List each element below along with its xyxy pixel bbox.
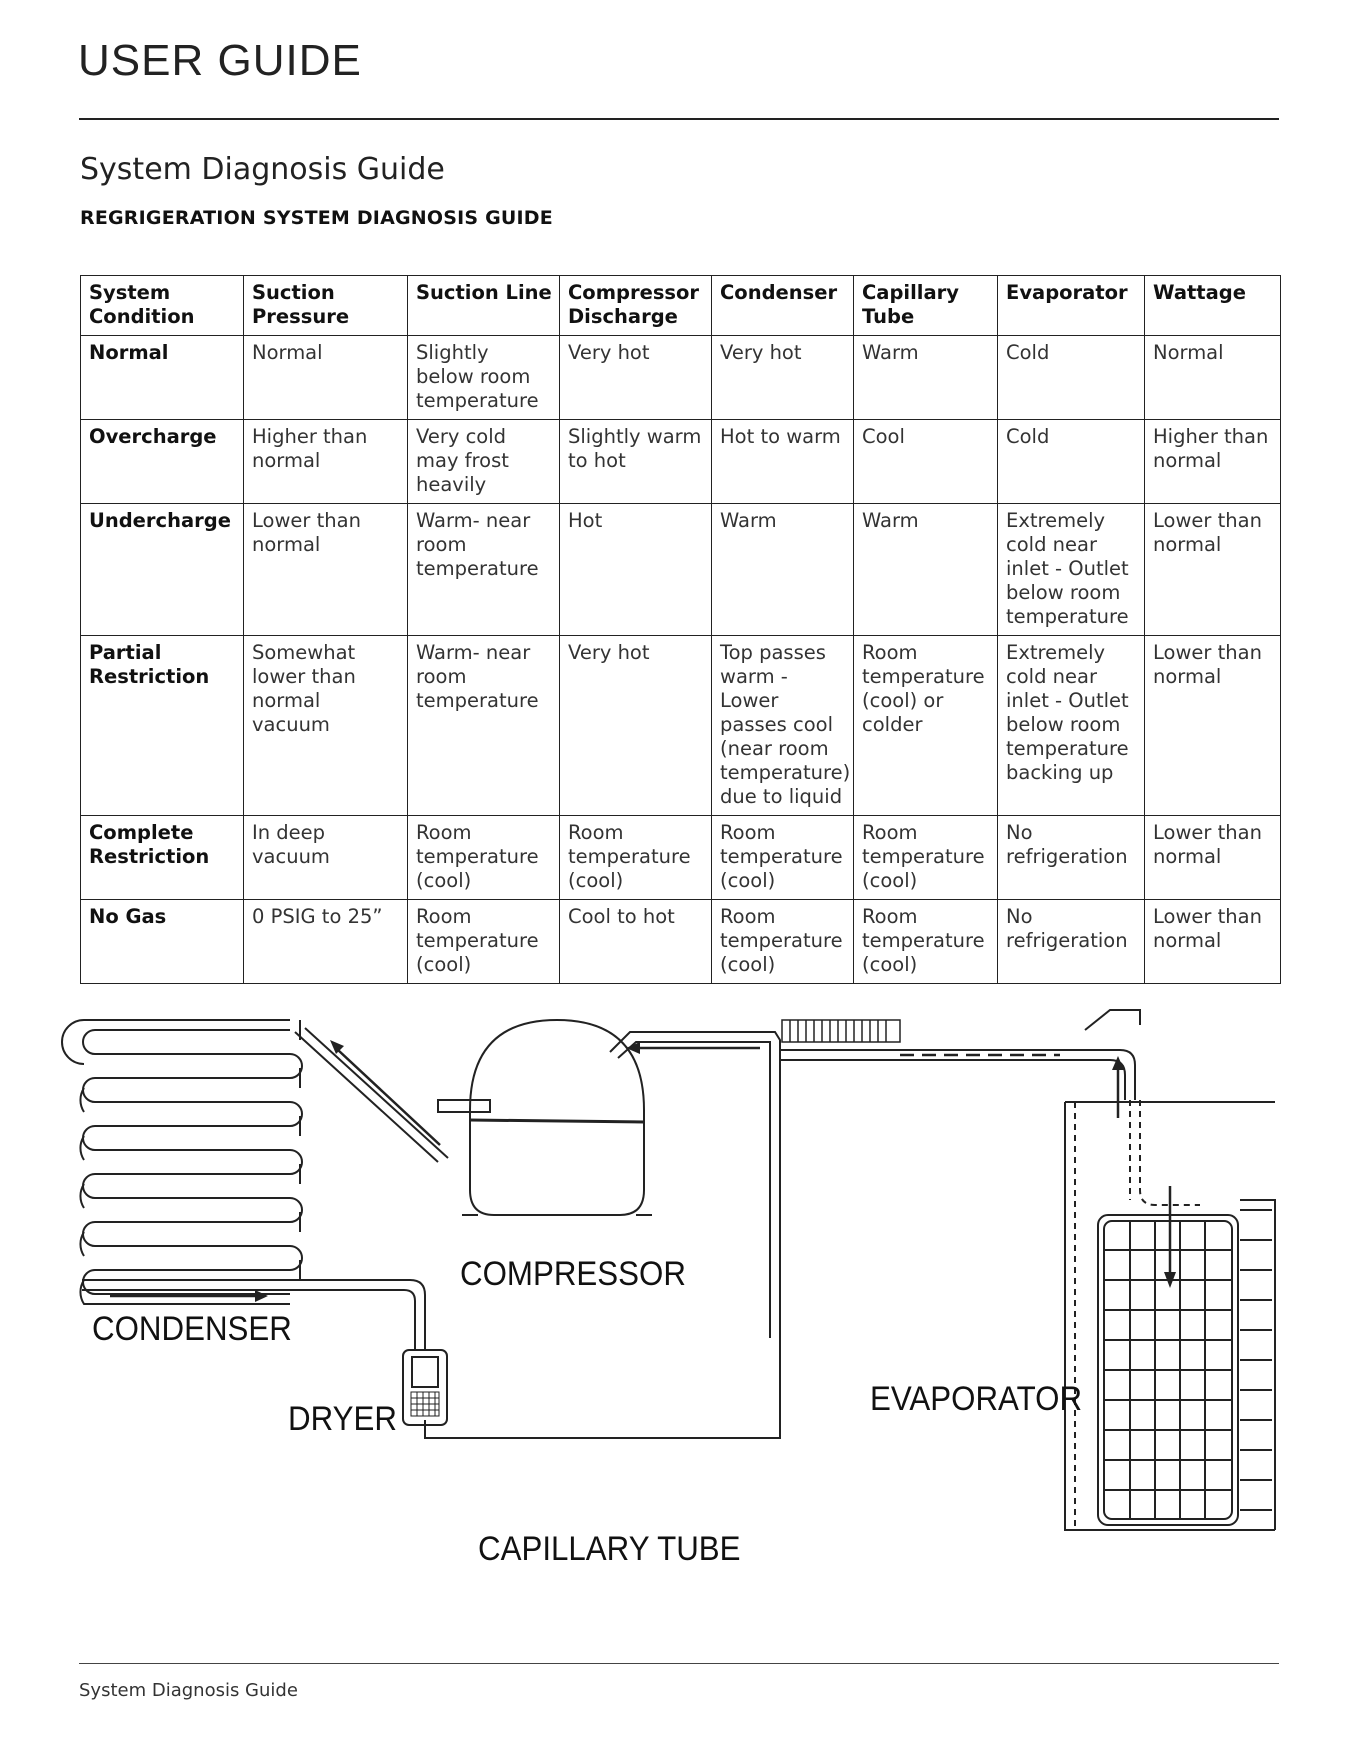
table-cell: Room temperature (cool) bbox=[854, 816, 998, 900]
column-header: Suction Line bbox=[408, 276, 560, 336]
table-cell: Extremely cold near inlet - Outlet below room temperature bbox=[998, 504, 1145, 636]
table-cell: Lower than normal bbox=[1145, 504, 1281, 636]
table-cell: Somewhat lower than normal vacuum bbox=[244, 636, 408, 816]
column-header: Capillary Tube bbox=[854, 276, 998, 336]
table-cell: Very hot bbox=[712, 336, 854, 420]
column-header: Evaporator bbox=[998, 276, 1145, 336]
header-title: USER GUIDE bbox=[78, 36, 362, 85]
table-cell: Top passes warm - Lower passes cool (near room temperature) due to liquid bbox=[712, 636, 854, 816]
table-cell: Room temperature (cool) bbox=[712, 900, 854, 984]
column-header: Compressor Discharge bbox=[560, 276, 712, 336]
footer-text: System Diagnosis Guide bbox=[79, 1680, 298, 1701]
table-cell: Lower than normal bbox=[1145, 816, 1281, 900]
table-cell: Higher than normal bbox=[244, 420, 408, 504]
table-cell: Complete Restriction bbox=[81, 816, 244, 900]
table-cell: 0 PSIG to 25” bbox=[244, 900, 408, 984]
table-cell: Warm- near room temperature bbox=[408, 636, 560, 816]
header-divider bbox=[79, 118, 1279, 120]
table-row bbox=[81, 336, 1281, 420]
condenser-label: CONDENSER bbox=[92, 1310, 292, 1348]
table-row bbox=[81, 504, 1281, 636]
table-row bbox=[81, 636, 1281, 816]
evaporator-label: EVAPORATOR bbox=[870, 1380, 1083, 1418]
table-row bbox=[81, 816, 1281, 900]
table-cell: Cool to hot bbox=[560, 900, 712, 984]
table-cell: Cool bbox=[854, 420, 998, 504]
table-cell: Warm bbox=[712, 504, 854, 636]
table-cell: Normal bbox=[244, 336, 408, 420]
condenser-inlet-line bbox=[295, 1032, 438, 1162]
column-header: System Condition bbox=[81, 276, 244, 336]
table-cell: Cold bbox=[998, 336, 1145, 420]
table-cell: Overcharge bbox=[81, 420, 244, 504]
table-cell: Undercharge bbox=[81, 504, 244, 636]
table-cell: No refrigeration bbox=[998, 816, 1145, 900]
table-cell: Slightly below room temperature bbox=[408, 336, 560, 420]
footer-divider bbox=[79, 1663, 1279, 1664]
table-cell: Slightly warm to hot bbox=[560, 420, 712, 504]
table-cell: Cold bbox=[998, 420, 1145, 504]
table-cell: Higher than normal bbox=[1145, 420, 1281, 504]
table-cell: Very hot bbox=[560, 636, 712, 816]
section-title: System Diagnosis Guide bbox=[80, 152, 445, 187]
table-row bbox=[81, 420, 1281, 504]
table-cell: Normal bbox=[81, 336, 244, 420]
section-subtitle: REGRIGERATION SYSTEM DIAGNOSIS GUIDE bbox=[80, 207, 553, 229]
condenser-coil bbox=[83, 1030, 302, 1294]
table-cell: Room temperature (cool) bbox=[560, 816, 712, 900]
table-cell: Partial Restriction bbox=[81, 636, 244, 816]
compressor-body bbox=[470, 1020, 644, 1215]
table-cell: Lower than normal bbox=[1145, 636, 1281, 816]
table-cell: Room temperature (cool) bbox=[408, 816, 560, 900]
table-cell: Warm bbox=[854, 336, 998, 420]
table-cell: Room temperature (cool) or colder bbox=[854, 636, 998, 816]
refrigeration-system-diagram bbox=[0, 990, 1361, 1630]
capillary-tube-line bbox=[425, 1420, 780, 1438]
table-cell: Lower than normal bbox=[244, 504, 408, 636]
compressor-label: COMPRESSOR bbox=[460, 1255, 686, 1293]
column-header: Suction Pressure bbox=[244, 276, 408, 336]
table-cell: Extremely cold near inlet - Outlet below room temperature backing up bbox=[998, 636, 1145, 816]
capillary-tube-label: CAPILLARY TUBE bbox=[478, 1530, 741, 1568]
table-cell: Lower than normal bbox=[1145, 900, 1281, 984]
table-cell: Hot to warm bbox=[712, 420, 854, 504]
column-header: Condenser bbox=[712, 276, 854, 336]
dryer-label: DRYER bbox=[288, 1400, 397, 1438]
table-cell: Warm bbox=[854, 504, 998, 636]
column-header: Wattage bbox=[1145, 276, 1281, 336]
table-cell: Very hot bbox=[560, 336, 712, 420]
table-cell: Very cold may frost heavily bbox=[408, 420, 560, 504]
table-cell: Room temperature (cool) bbox=[712, 816, 854, 900]
table-cell: Normal bbox=[1145, 336, 1281, 420]
table-cell: Hot bbox=[560, 504, 712, 636]
table-cell: No Gas bbox=[81, 900, 244, 984]
table-cell: Room temperature (cool) bbox=[408, 900, 560, 984]
table-header-row bbox=[81, 276, 1281, 336]
table-cell: No refrigeration bbox=[998, 900, 1145, 984]
table-cell: Room temperature (cool) bbox=[854, 900, 998, 984]
table-row bbox=[81, 900, 1281, 984]
table-cell: Warm- near room temperature bbox=[408, 504, 560, 636]
table-cell: In deep vacuum bbox=[244, 816, 408, 900]
diagnosis-table bbox=[80, 275, 1281, 984]
